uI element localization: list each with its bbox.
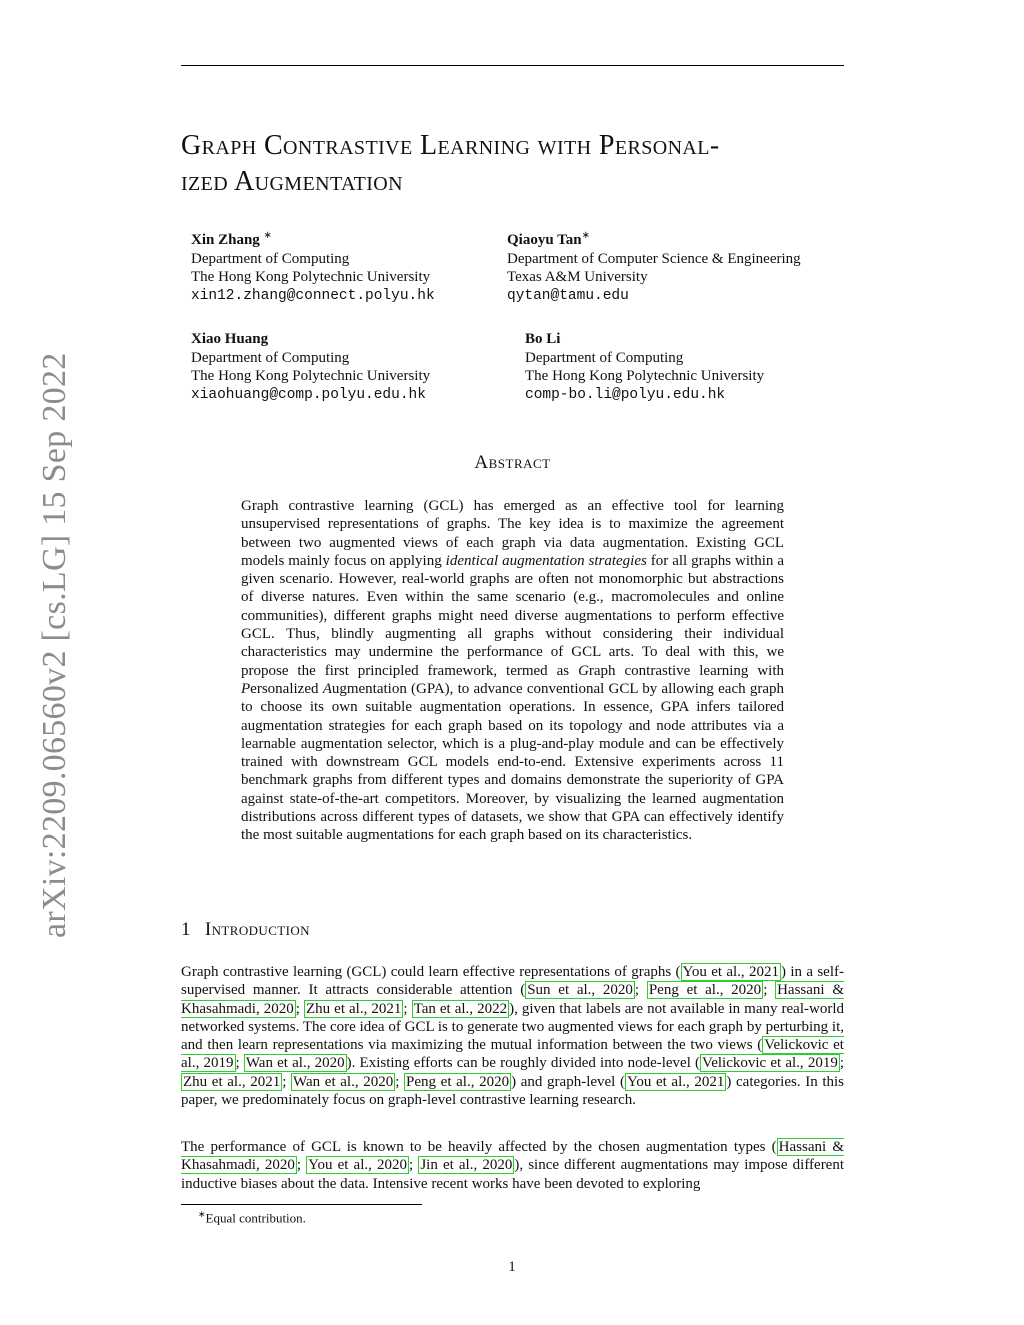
- author-dept: Department of Computing: [191, 349, 350, 366]
- author-name: Xin Zhang: [191, 232, 260, 248]
- text-run: ). Existing efforts can be roughly divided into node-level (: [346, 1055, 701, 1072]
- citation-link[interactable]: You et al., 2021: [682, 964, 780, 980]
- abstract-part: Graph contrastive learning (GCL) has emerged as an effective tool for learning unsupervised representations of graphs. The key idea is to maximize the agreement between two augmented views of each graph via data augmentation. Existing GCL models mainly focus on applying: [241, 498, 784, 569]
- citation-link[interactable]: You et al., 2020: [308, 1157, 408, 1174]
- abstract-acronym-letter: A: [322, 680, 332, 697]
- author-block-3: [191, 330, 430, 404]
- text-run: ) and graph-level (: [511, 1073, 625, 1090]
- footnote-mark: ∗: [198, 1209, 206, 1219]
- text-run: ;: [296, 1157, 307, 1174]
- citation-link[interactable]: Zhu et al., 2021: [305, 1000, 402, 1017]
- abstract-part: raph contrastive learning with: [588, 662, 784, 679]
- author-name: Xiao Huang: [191, 331, 269, 347]
- abstract-acronym-letter: P: [241, 680, 251, 697]
- author-email[interactable]: xin12.zhang@connect.polyu.hk: [191, 287, 435, 304]
- citation-link[interactable]: Wan et al., 2020: [293, 1073, 394, 1090]
- citation-link[interactable]: Zhu et al., 2021: [183, 1073, 281, 1090]
- citation-link[interactable]: Hassani & Khasahmadi, 2020: [181, 1139, 844, 1174]
- top-rule: [181, 65, 844, 66]
- citation-link[interactable]: Wan et al., 2020: [245, 1055, 345, 1072]
- author-mark: ∗: [263, 230, 272, 241]
- author-name: Bo Li: [525, 331, 561, 347]
- author-institution: The Hong Kong Polytechnic University: [191, 269, 431, 285]
- citation-link[interactable]: Peng et al., 2020: [406, 1073, 510, 1090]
- author-block-1: [191, 227, 435, 305]
- author-name: Qiaoyu Tan: [507, 232, 582, 248]
- abstract-part: ugmentation (GPA), to advance conventional GCL by allowing each graph to choose its own suitable augmentation operations. In essence, GPA infers tailored augmentation strategies for each graph based on its topology and node attributes via a learnable augmentation selector, which is a plug-and-play module and can be effectively trained with downstream GCL models end-to-end. Extensive experiments across 11 benchmark graphs from different types and domains demonstrate the superiority of GPA against state-of-the-art competitors. Moreover, by visualizing the learned augmentation distributions across different types of datasets, we show that GPA can effectively identify the most suitable augmentations for each graph based on its characteristics.: [241, 680, 784, 844]
- abstract-part: for all graphs within a given scenario. However, real-world graphs are often not monomorphic but abstractions of diverse natures. Even within the same scenario (e.g., macromolecules and online communities), different graphs might need diverse augmentations to perform effective GCL. Thus, blindly augmenting all graphs without considering their individual characteristics may undermine the performance of GCL arts. To deal with this, we propose the first principled framework, termed as: [241, 552, 784, 679]
- text-run: ;: [403, 1000, 412, 1017]
- page-number: 1: [508, 1259, 516, 1275]
- citation-link[interactable]: Jin et al., 2020: [420, 1157, 513, 1174]
- text-run: ), given that labels are not available in many real-world networked systems. The core idea of GCL is to generate two augmented views for each graph by perturbing it, and then learn representations via maximizing the mutual information between the two views (: [181, 1000, 844, 1054]
- text-run: Graph contrastive learning (GCL) could learn effective representations of graphs (: [181, 964, 681, 980]
- author-institution: Texas A&M University: [507, 269, 648, 285]
- footnote-text: Equal contribution.: [205, 1210, 306, 1226]
- text-run: ;: [295, 1000, 304, 1017]
- text-run: ;: [409, 1157, 419, 1174]
- author-institution: The Hong Kong Polytechnic University: [525, 368, 765, 384]
- author-dept: Department of Computing: [525, 349, 684, 366]
- author-email[interactable]: comp-bo.li@polyu.edu.hk: [525, 386, 726, 403]
- abstract-text: [241, 497, 784, 845]
- intro-paragraph-2: [181, 1138, 844, 1193]
- author-email[interactable]: xiaohuang@comp.polyu.edu.hk: [191, 386, 426, 403]
- footnote-rule: [181, 1204, 422, 1205]
- abstract-acronym-letter: G: [578, 662, 589, 679]
- abstract-heading: Abstract: [474, 452, 551, 473]
- abstract-emphasis: identical augmentation strategies: [445, 552, 647, 569]
- abstract-part: ersonalized: [250, 680, 323, 697]
- text-run: The performance of GCL is known to be heavily affected by the chosen augmentation types (: [181, 1139, 777, 1155]
- author-block-2: [507, 227, 801, 305]
- author-institution: The Hong Kong Polytechnic University: [191, 368, 431, 384]
- citation-link[interactable]: Velickovic et al., 2019: [702, 1055, 838, 1072]
- citation-link[interactable]: Velickovic et al., 2019: [181, 1037, 844, 1072]
- section-number: 1: [181, 919, 191, 940]
- text-run: ;: [839, 1055, 845, 1072]
- title-line-2: ized Augmentation: [181, 166, 403, 197]
- author-dept: Department of Computer Science & Engineering: [507, 250, 801, 267]
- author-block-4: [525, 330, 764, 404]
- title-line-1: Graph Contrastive Learning with Personal-: [181, 130, 720, 161]
- citation-link[interactable]: Peng et al., 2020: [648, 982, 762, 999]
- text-run: ) in a self-supervised manner. It attracts considerable attention (: [181, 964, 844, 999]
- text-run: ), since different augmentations may impose different inductive biases about the data. Intensive recent works have been devoted to exploring: [181, 1157, 845, 1192]
- text-run: ) categories. In this paper, we predominately focus on graph-level contrastive learning research.: [181, 1073, 845, 1109]
- citation-link[interactable]: You et al., 2021: [626, 1073, 725, 1090]
- text-run: ;: [235, 1055, 244, 1072]
- text-run: ;: [763, 982, 776, 999]
- text-run: ;: [282, 1073, 292, 1090]
- author-email[interactable]: qytan@tamu.edu: [507, 287, 629, 304]
- author-dept: Department of Computing: [191, 250, 350, 267]
- text-run: ;: [395, 1073, 405, 1090]
- intro-paragraph-1: [181, 963, 844, 1109]
- paper-title: [181, 128, 861, 200]
- arxiv-identifier-text: arXiv:2209.06560v2 [cs.LG] 15 Sep 2022: [36, 352, 73, 938]
- citation-link[interactable]: Sun et al., 2020: [527, 982, 633, 999]
- section-title: Introduction: [204, 919, 310, 940]
- section-heading: [181, 919, 310, 941]
- text-run: ;: [634, 982, 647, 999]
- author-mark: ∗: [581, 230, 591, 241]
- citation-link[interactable]: Hassani & Khasahmadi, 2020: [181, 982, 844, 1017]
- citation-link[interactable]: Tan et al., 2022: [413, 1000, 508, 1017]
- footnote: [198, 1209, 306, 1226]
- arxiv-identifier: [28, 352, 73, 938]
